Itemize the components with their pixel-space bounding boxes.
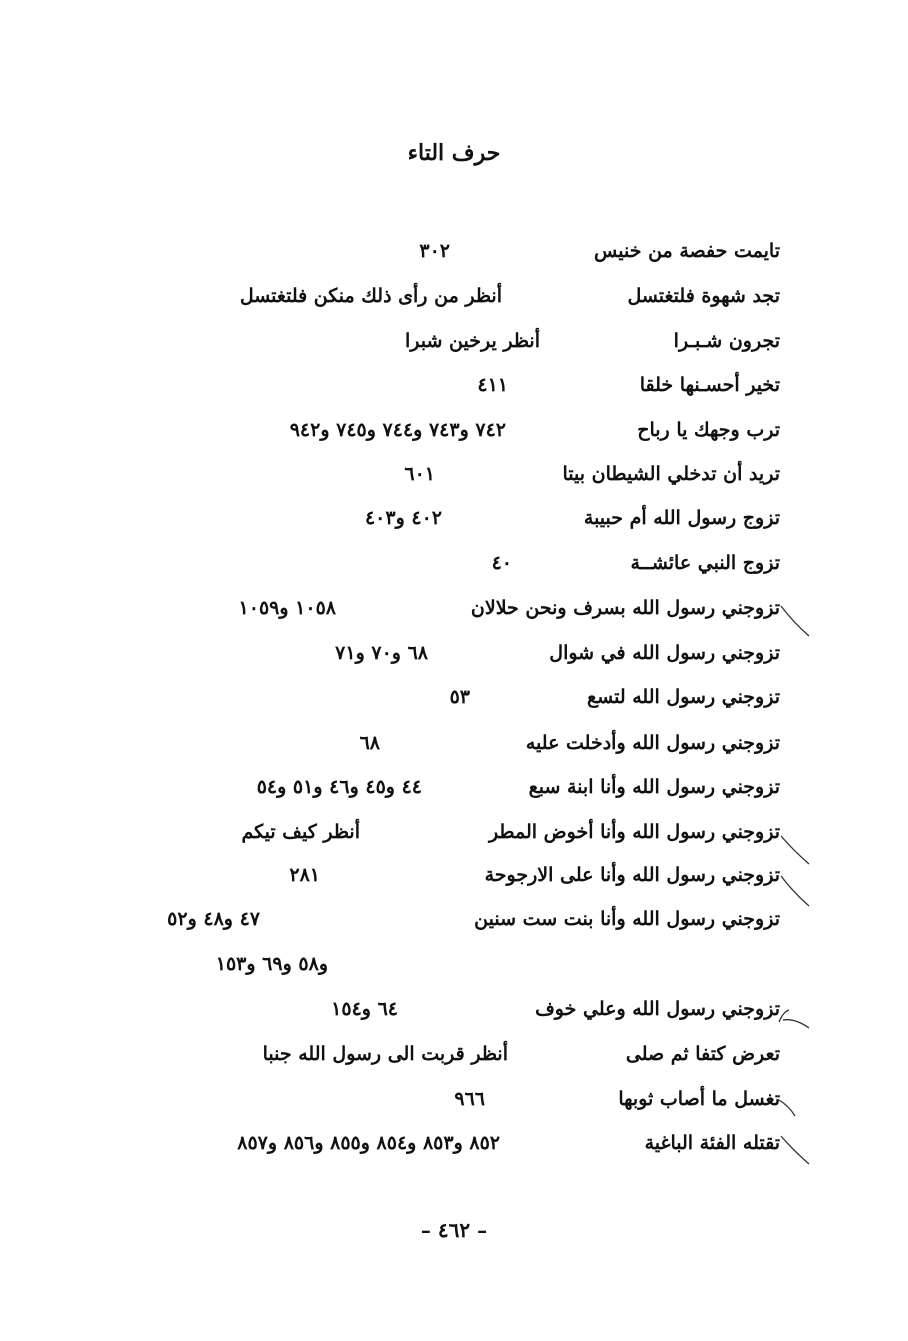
entry-reference: أنظر من رأى ذلك منكن فلتغتسل xyxy=(239,285,502,307)
entry-phrase: تزوجني رسول الله وأنا ابنة سبع xyxy=(528,776,780,798)
entry-reference: ٦٠١ xyxy=(404,463,435,485)
entry-reference: ٢٨١ xyxy=(289,864,320,886)
entry-reference: ٥٣ xyxy=(449,686,470,708)
entry-phrase: ترب وجهك يا رباح xyxy=(637,419,780,441)
entry-phrase: تزوج رسول الله أم حبيبة xyxy=(583,507,780,529)
entry-reference: ٤٧ و٤٨ و٥٢ xyxy=(167,908,260,930)
entry-phrase: تجد شهوة فلتغتسل xyxy=(627,285,780,307)
entry-phrase: تقتله الفئة الباغية xyxy=(644,1132,780,1154)
entry-reference: ٤٠٢ و٤٠٣ xyxy=(364,507,442,529)
entry-phrase: تزوجني رسول الله وأنا أخوض المطر xyxy=(488,821,780,843)
entry-reference: ١٠٥٨ و١٠٥٩ xyxy=(238,597,336,619)
entry-phrase: تزوجني رسول الله وأنا بنت ست سنين xyxy=(474,908,780,930)
entry-phrase: تجرون شـبـرا xyxy=(673,330,780,352)
handwritten-tick-mark xyxy=(775,830,815,870)
entry-reference: ٤١١ xyxy=(477,374,508,396)
entry-phrase: تزوجني رسول الله وأدخلت عليه xyxy=(525,732,780,754)
handwritten-tick-mark xyxy=(775,1004,815,1034)
entry-phrase: تريد أن تدخلي الشيطان بيتا xyxy=(562,463,780,485)
entry-reference: ٨٥٢ و٨٥٣ و٨٥٤ و٨٥٥ و٨٥٦ و٨٥٧ xyxy=(237,1132,500,1154)
entry-reference: ٩٦٦ xyxy=(454,1088,485,1110)
entry-reference: أنظر كيف تيكم xyxy=(241,821,360,843)
entry-reference-continued: و٥٨ و٦٩ و١٥٣ xyxy=(215,953,328,975)
entry-reference: ٦٨ و٧٠ و٧١ xyxy=(335,642,428,664)
handwritten-tick-mark xyxy=(775,872,815,912)
page-heading: حرف التاء xyxy=(407,140,501,166)
entry-phrase: تزوجني رسول الله وأنا على الارجوحة xyxy=(484,864,780,886)
entry-phrase: تايمت حفصة من خنيس xyxy=(594,240,780,262)
entry-phrase: تزوجني رسول الله لتسع xyxy=(587,686,780,708)
entry-phrase: تزوجني رسول الله في شوال xyxy=(549,642,780,664)
handwritten-tick-mark xyxy=(775,1130,815,1170)
handwritten-tick-mark xyxy=(775,1090,815,1126)
entry-phrase: تخير أحسـنها خلقا xyxy=(639,374,780,396)
entry-reference: أنظر يرخين شبرا xyxy=(405,330,540,352)
entry-reference: أنظر قربت الى رسول الله جنبا xyxy=(262,1043,508,1065)
entry-reference: ٤٠ xyxy=(491,552,512,574)
entry-phrase: تزوجني رسول الله وعلي خوف xyxy=(535,998,780,1020)
entry-reference: ٧٤٢ و٧٤٣ و٧٤٤ و٧٤٥ و٩٤٢ xyxy=(289,419,506,441)
entry-phrase: تغسل ما أصاب ثوبها xyxy=(618,1088,780,1110)
entry-phrase: تزوج النبي عائشــة xyxy=(630,552,780,574)
entry-reference: ٦٨ xyxy=(359,732,380,754)
entry-reference: ٣٠٢ xyxy=(419,240,450,262)
entry-phrase: تزوجني رسول الله بسرف ونحن حلالان xyxy=(470,597,780,619)
handwritten-tick-mark xyxy=(775,600,815,640)
entry-reference: ٤٤ و٤٥ و٤٦ و٥١ و٥٤ xyxy=(256,776,422,798)
page-number: – ٤٦٢ – xyxy=(420,1218,488,1242)
entry-phrase: تعرض كتفا ثم صلى xyxy=(625,1043,780,1065)
entry-reference: ٦٤ و١٥٤ xyxy=(331,998,398,1020)
